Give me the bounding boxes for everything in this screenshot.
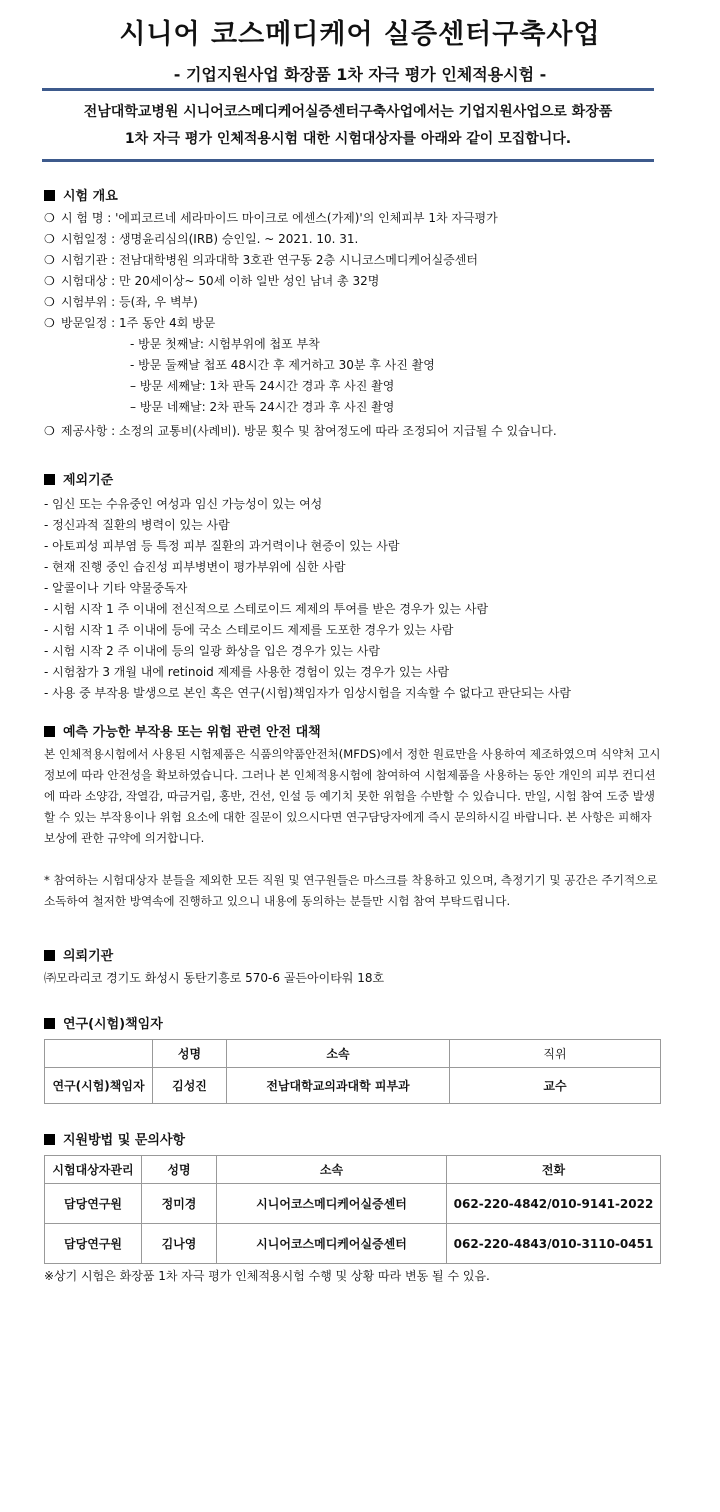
sponsor-heading: 의뢰기관 — [44, 946, 684, 968]
table-cell: 김성진 — [153, 1068, 227, 1104]
square-bullet-icon — [44, 190, 55, 201]
investigator-table — [44, 1039, 661, 1104]
circle-bullet-icon: ❍ — [44, 316, 55, 330]
safety-note: * 참여하는 시험대상자 분들을 제외한 모든 직원 및 연구원들은 마스크를 착용하고 있으며, 측정기기 및 공간은 주기적으로 소독하여 철저한 방역속에 진행하고 있으니 내용에 동의하는 분들만 시험 참여 부탁드립니다. — [44, 873, 658, 908]
table-cell: 교수 — [450, 1068, 661, 1104]
square-bullet-icon — [44, 950, 55, 961]
exclusion-item: - 현재 진행 중인 습진성 피부병변이 평가부위에 심한 사람 — [44, 560, 346, 574]
contact-heading: 지원방법 및 문의사항 — [44, 1130, 684, 1152]
table-header: 소속 — [217, 1156, 447, 1184]
table-cell: 담당연구원 — [45, 1184, 142, 1224]
overview-provision: ❍ 제공사항 : 소정의 교통비(사례비). 방문 횟수 및 참여정도에 따라 조정되어 지급될 수 있습니다. — [44, 421, 684, 442]
footnote: ※상기 시험은 화장품 1차 자극 평가 인체적용시험 수행 및 상황 따라 변동 될 수 있음. — [44, 1269, 490, 1283]
exclusion-item: - 정신과적 질환의 병력이 있는 사람 — [44, 518, 230, 532]
exclusion-item: - 아토피성 피부염 등 특정 피부 질환의 과거력이나 현증이 있는 사람 — [44, 539, 400, 553]
table-cell: 김나영 — [142, 1224, 217, 1264]
table-row — [45, 1224, 661, 1264]
overview-item: ❍ 시험대상 : 만 20세이상~ 50세 이하 일반 성인 남녀 총 32명 — [44, 271, 684, 292]
intro-banner — [42, 88, 654, 162]
contact-section — [44, 1130, 684, 1287]
intro-line-1: 전남대학교병원 시니어코스메디케어실증센터구축사업에서는 기업지원사업으로 화장품 — [83, 104, 613, 120]
overview-heading: 시험 개요 — [44, 186, 684, 208]
exclusion-item: - 시험참가 3 개월 내에 retinoid 제제를 사용한 경험이 있는 경우가 있는 사람 — [44, 665, 450, 679]
contact-table — [44, 1155, 661, 1264]
exclusion-section — [44, 470, 684, 704]
square-bullet-icon — [44, 474, 55, 485]
overview-item: ❍ 시험일정 : 생명윤리심의(IRB) 승인일. ~ 2021. 10. 31. — [44, 229, 684, 250]
investigator-section — [44, 1014, 684, 1104]
circle-bullet-icon: ❍ — [44, 295, 55, 309]
table-header — [45, 1040, 153, 1068]
table-header: 성명 — [142, 1156, 217, 1184]
table-header: 시험대상자관리 — [45, 1156, 142, 1184]
safety-paragraph: 본 인체적용시험에서 사용된 시험제품은 식품의약품안전처(MFDS)에서 정한 원료만을 사용하여 제조하였으며 식약처 고시 정보에 따라 안전성을 확보하였습니다. 그러나 본 인체적용시험에 참여하여 시험제품을 사용하는 동안 개인의 피부 컨디션 에 따라 소양감, 작열감, 따금거림, 홍반, 건선, 인설 등 예기치 못한 위험을 수반할 수 있습니다. 만일, 시험 참여 도중 발생 할 수 있는 부작용이나 위험 요소에 대한 질문이 있으시다면 연구담당자에게 즉시 문의하시길 바랍니다. 본 사항은 피해자 보상에 관한 규약에 의거합니다. — [44, 747, 661, 845]
overview-item: ❍ 시험부위 : 등(좌, 우 벽부) — [44, 292, 684, 313]
table-cell: 시니어코스메디케어실증센터 — [217, 1184, 447, 1224]
table-header: 성명 — [153, 1040, 227, 1068]
sponsor-section — [44, 946, 684, 989]
square-bullet-icon — [44, 1018, 55, 1029]
investigator-heading: 연구(시험)책임자 — [44, 1014, 684, 1036]
circle-bullet-icon: ❍ — [44, 424, 55, 438]
page-title: 시니어 코스메디케어 실증센터구축사업 — [119, 19, 601, 50]
page-subtitle: - 기업지원사업 화장품 1차 자극 평가 인체적용시험 - — [173, 65, 547, 84]
exclusion-item: - 사용 중 부작용 발생으로 본인 혹은 연구(시험)책임자가 임상시험을 지속할 수 없다고 판단되는 사람 — [44, 686, 571, 700]
exclusion-item: - 알콜이나 기타 약물중독자 — [44, 581, 188, 595]
table-header: 소속 — [227, 1040, 450, 1068]
circle-bullet-icon: ❍ — [44, 253, 55, 267]
visit-item: – 방문 네째날: 2차 판독 24시간 경과 후 사진 촬영 — [130, 400, 395, 414]
table-cell: 시니어코스메디케어실증센터 — [217, 1224, 447, 1264]
exclusion-item: - 시험 시작 1 주 이내에 등에 국소 스테로이드 제제를 도포한 경우가 있는 사람 — [44, 623, 454, 637]
exclusion-item: - 시험 시작 2 주 이내에 등의 일광 화상을 입은 경우가 있는 사람 — [44, 644, 380, 658]
circle-bullet-icon: ❍ — [44, 274, 55, 288]
circle-bullet-icon: ❍ — [44, 211, 55, 225]
safety-section — [44, 722, 684, 912]
table-row — [45, 1184, 661, 1224]
exclusion-item: - 시험 시작 1 주 이내에 전신적으로 스테로이드 제제의 투여를 받은 경우가 있는 사람 — [44, 602, 489, 616]
phone-cell: 062-220-4843/010-3110-0451 — [447, 1224, 661, 1264]
table-row — [45, 1068, 661, 1104]
table-header: 전화 — [447, 1156, 661, 1184]
circle-bullet-icon: ❍ — [44, 232, 55, 246]
table-cell: 정미경 — [142, 1184, 217, 1224]
overview-item: ❍ 방문일정 : 1주 동안 4회 방문 — [44, 313, 684, 334]
table-cell: 담당연구원 — [45, 1224, 142, 1264]
overview-section — [44, 186, 684, 442]
exclusion-heading: 제외기준 — [44, 470, 684, 492]
phone-cell: 062-220-4842/010-9141-2022 — [447, 1184, 661, 1224]
overview-item: ❍ 시험기관 : 전남대학병원 의과대학 3호관 연구동 2층 시니코스메디케어실증센터 — [44, 250, 684, 271]
table-cell: 연구(시험)책임자 — [45, 1068, 153, 1104]
table-header: 직위 — [450, 1040, 661, 1068]
safety-heading: 예측 가능한 부작용 또는 위험 관련 안전 대책 — [44, 722, 684, 744]
sponsor-text: ㈜모라리코 경기도 화성시 동탄기흥로 570-6 골든아이타워 18호 — [44, 971, 385, 985]
table-cell: 전남대학교의과대학 피부과 — [227, 1068, 450, 1104]
visit-item: - 방문 둘째날 첩포 48시간 후 제거하고 30분 후 사진 촬영 — [130, 358, 435, 372]
visit-item: - 방문 첫째날: 시험부위에 첩포 부착 — [130, 337, 320, 351]
overview-item: ❍ 시 험 명 : '에피코르네 세라마이드 마이크로 에센스(가제)'의 인체피부 1차 자극평가 — [44, 208, 684, 229]
exclusion-item: - 임신 또는 수유중인 여성과 임신 가능성이 있는 여성 — [44, 497, 323, 511]
visit-item: – 방문 세째날: 1차 판독 24시간 경과 후 사진 촬영 — [130, 379, 395, 393]
square-bullet-icon — [44, 726, 55, 737]
square-bullet-icon — [44, 1134, 55, 1145]
intro-line-2: 1차 자극 평가 인체적용시험 대한 시험대상자를 아래와 같이 모집합니다. — [124, 131, 572, 147]
